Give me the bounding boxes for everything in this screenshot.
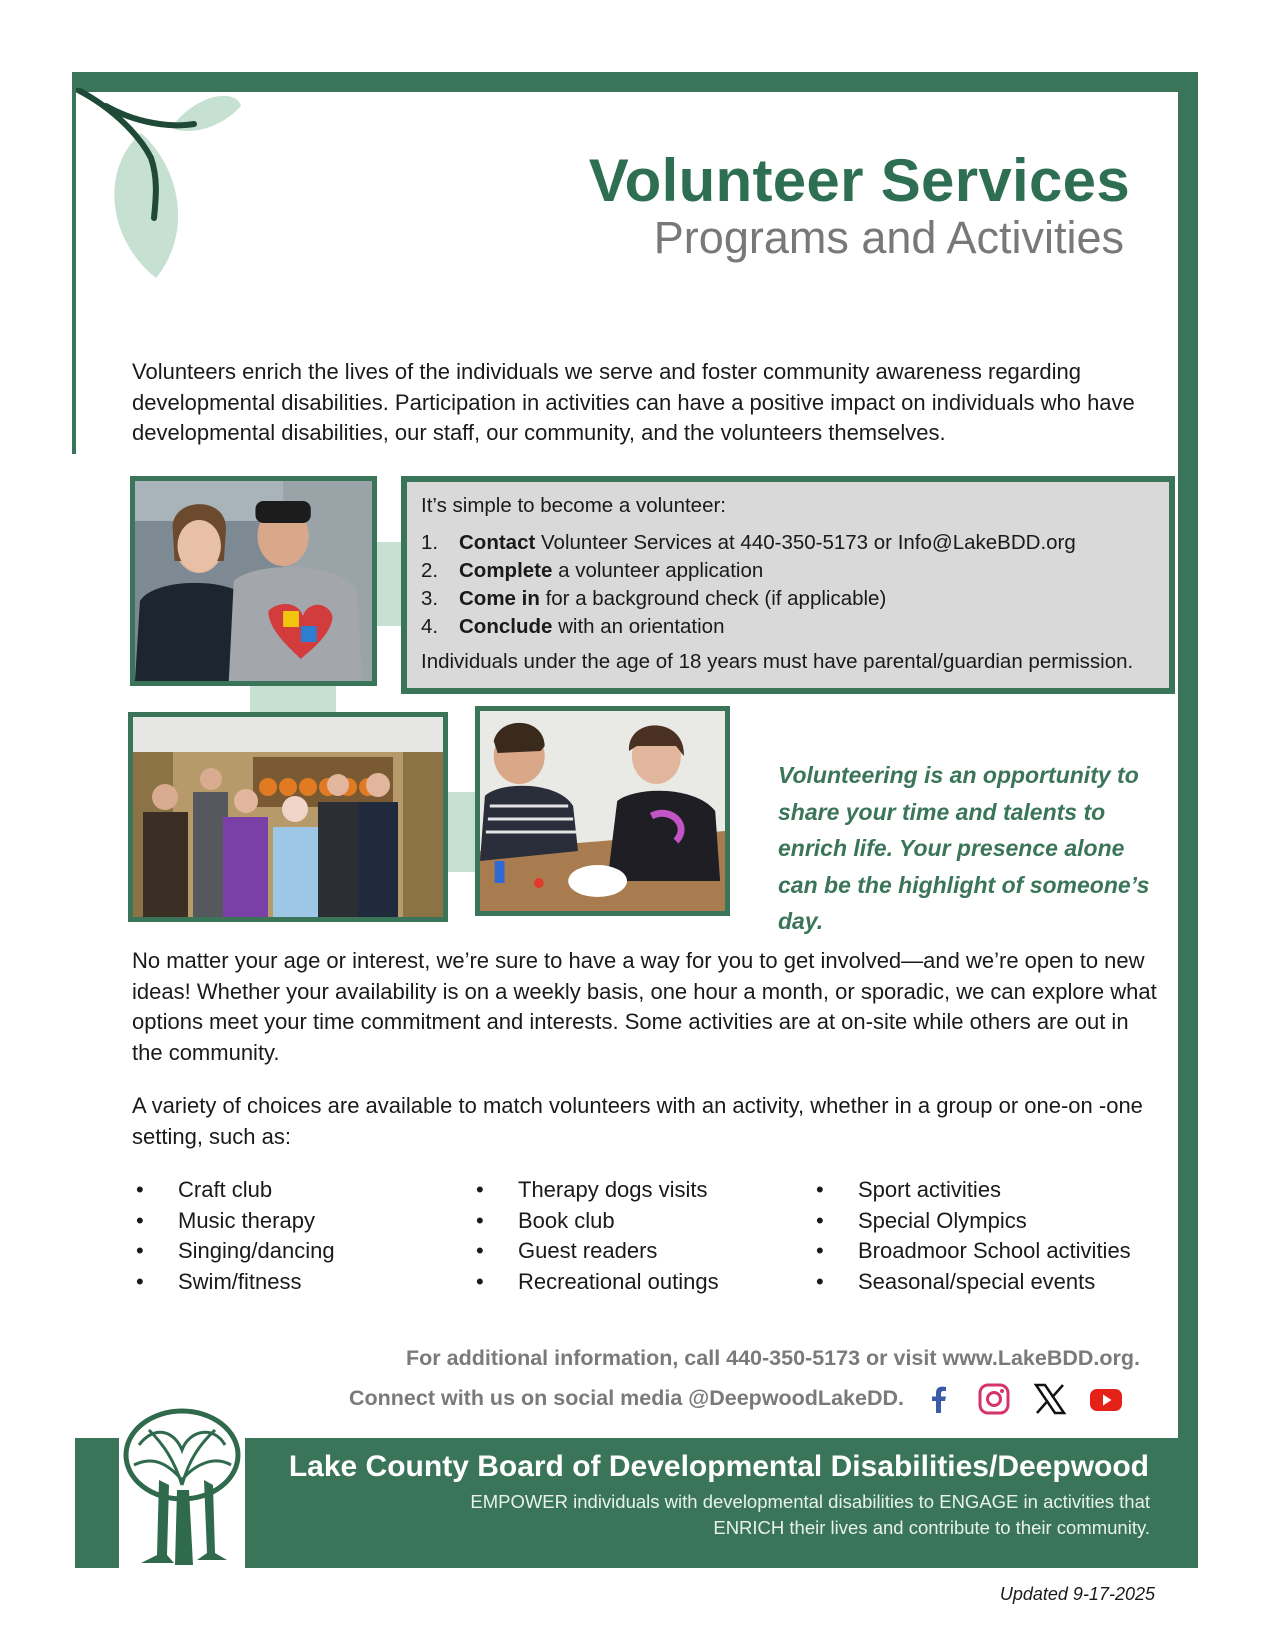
list-item: • Swim/fitness <box>136 1268 302 1294</box>
page-subtitle: Programs and Activities <box>653 212 1124 263</box>
updated-date: Updated 9-17-2025 <box>999 1584 1155 1604</box>
leaf-decoration-icon <box>76 88 246 288</box>
x-icon[interactable] <box>1033 1382 1067 1416</box>
volunteer-quote: Volunteering is an opportunity to share your time and talents to enrich life. Your presence alone can be the highlight of someone’s day. <box>778 762 1150 934</box>
list-item: • Book club <box>476 1207 615 1233</box>
choices-paragraph: A variety of choices are available to match volunteers with an activity, whether in a group or one-on -one setting, such as: <box>132 1093 1143 1149</box>
step-item: 1. Contact Volunteer Services at 440-350-5173 or Info@LakeBDD.org <box>421 531 1076 554</box>
list-item: • Guest readers <box>476 1238 658 1263</box>
instagram-icon[interactable] <box>977 1382 1011 1416</box>
list-item: • Sport activities <box>816 1177 1002 1202</box>
list-item: • Broadmoor School activities <box>816 1238 1131 1263</box>
age-permission-note: Individuals under the age of 18 years must have parental/guardian permission. <box>421 650 1134 673</box>
activities-column-1 <box>132 1175 472 1297</box>
tree-logo-icon <box>119 1405 245 1568</box>
steps-box <box>401 476 1175 694</box>
step-item: 2. Complete a volunteer application <box>421 559 764 582</box>
list-item: • Singing/dancing <box>136 1238 335 1263</box>
steps-intro: It’s simple to become a volunteer: <box>421 494 726 517</box>
photo-craft-activity <box>475 706 730 916</box>
mission-statement: EMPOWER individuals with developmental disabilities to ENGAGE in activities that ENRICH their lives and contribute to their community. <box>470 1491 1150 1538</box>
steps-list <box>421 529 1155 641</box>
list-item: • Recreational outings <box>476 1268 719 1294</box>
photo-volunteers-smiling <box>130 476 377 686</box>
step-item: 3. Come in for a background check (if applicable) <box>421 587 887 610</box>
intro-paragraph: Volunteers enrich the lives of the individuals we serve and foster community awareness regarding developmental disabilities. Participation in activities can have a positive impact on individuals who have developmental disabilities, our staff, our community, and the volunteers themselves. <box>132 359 1135 445</box>
facebook-icon[interactable] <box>922 1382 956 1416</box>
organization-name: Lake County Board of Developmental Disabilities/Deepwood <box>288 1450 1149 1483</box>
logo-box <box>119 1405 245 1568</box>
list-item: • Therapy dogs visits <box>476 1177 708 1202</box>
activities-column-3 <box>812 1175 1152 1297</box>
step-item: 4. Conclude with an orientation <box>421 615 725 638</box>
list-item: • Music therapy <box>136 1207 315 1233</box>
activities-list <box>132 1175 1172 1297</box>
list-item: • Craft club <box>136 1177 273 1202</box>
contact-info: For additional information, call 440-350-5173 or visit www.LakeBDD.org. <box>406 1346 1140 1370</box>
photo-group-pumpkins <box>128 712 448 922</box>
list-item: • Seasonal/special events <box>816 1268 1096 1294</box>
involvement-paragraph: No matter your age or interest, we’re sure to have a way for you to get involved—and we’re open to new ideas! Whether your availability is on a weekly basis, one hour a month, or sporadic, we can explore what options meet your time commitment and interests. Some activities are at on-site while others are out in the community. <box>132 948 1157 1065</box>
frame-right-bar <box>1178 72 1198 1452</box>
connector-bar <box>250 686 336 712</box>
social-media-text: Connect with us on social media @DeepwoodLakeDD. <box>349 1386 904 1410</box>
page-title: Volunteer Services <box>588 147 1130 214</box>
youtube-icon[interactable] <box>1089 1382 1123 1416</box>
list-item: • Special Olympics <box>816 1207 1027 1233</box>
connector-bar <box>375 542 401 626</box>
activities-column-2 <box>472 1175 812 1297</box>
